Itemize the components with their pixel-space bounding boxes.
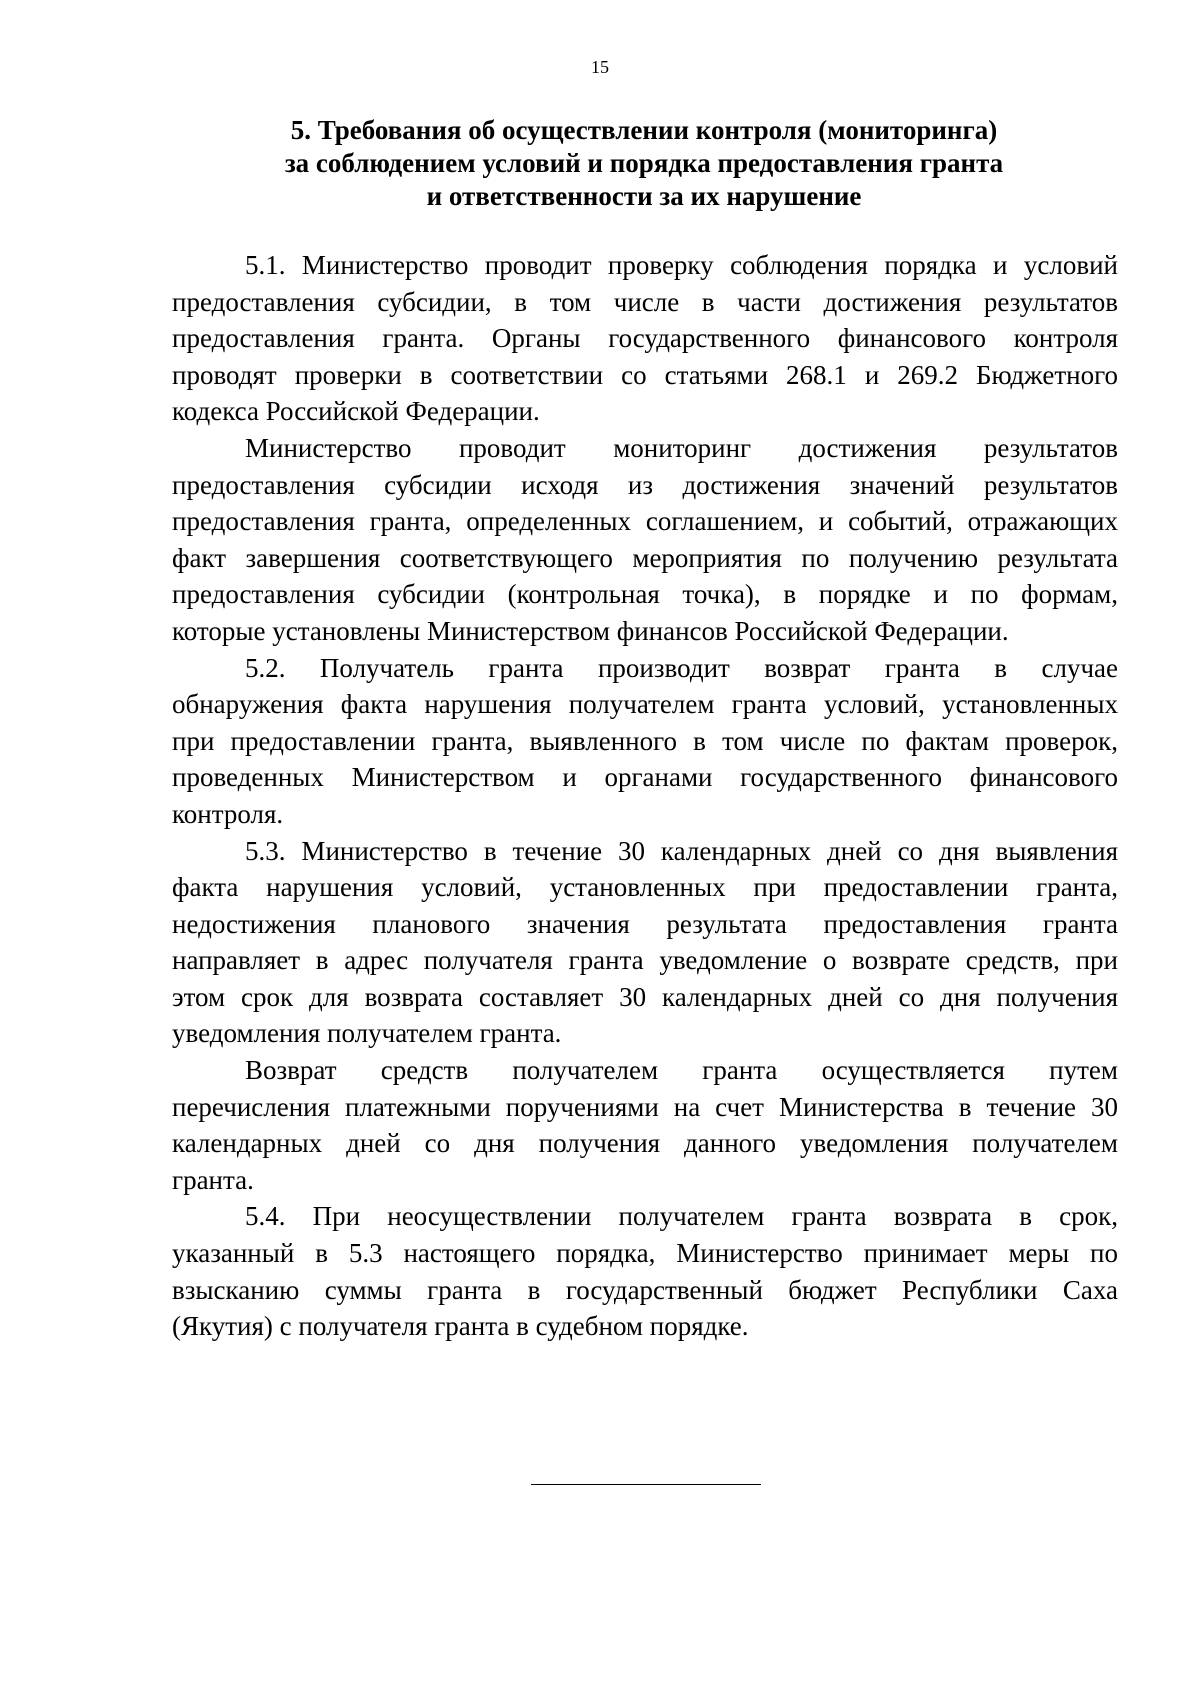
section-heading [170, 114, 1118, 213]
text-line: 5.1. Министерство проводит проверку соблюдения порядка и условий [245, 250, 1118, 280]
text-line: направляет в адрес получателя гранта уведомление о возврате средств, при [172, 945, 1118, 976]
text-line: контроля. [172, 798, 284, 829]
paragraph-5-3 [172, 833, 1118, 1053]
text-line: при предоставлении гранта, выявленного в том числе по фактам проверок, [172, 725, 1118, 756]
text-line: уведомления получателем гранта. [172, 1018, 562, 1049]
text-line: проводят проверки в соответствии со статьями 268.1 и 269.2 Бюджетного [172, 359, 1118, 390]
paragraph-5-1 [172, 247, 1118, 430]
text-line: предоставления гранта. Органы государственного финансового контроля [172, 323, 1118, 354]
text-line: этом срок для возврата составляет 30 календарных дней со дня получения [172, 981, 1118, 1012]
text-line: предоставления субсидии исходя из достижения значений результатов [172, 469, 1118, 500]
text-line: предоставления субсидии, в том числе в части достижения результатов [172, 286, 1118, 317]
text-line: указанный в 5.3 настоящего порядка, Министерство принимает меры по [172, 1238, 1118, 1269]
text-line: обнаружения факта нарушения получателем гранта условий, установленных [172, 689, 1118, 720]
text-line: (Якутия) с получателя гранта в судебном порядке. [172, 1311, 749, 1342]
paragraph-refund [172, 1052, 1118, 1198]
text-line: проведенных Министерством и органами государственного финансового [172, 762, 1118, 793]
section-heading-line: 5. Требования об осуществлении контроля (мониторинга) [290, 115, 998, 145]
text-line: Министерство проводит мониторинг достижения результатов [245, 432, 1118, 463]
section-heading-line: и ответственности за их нарушение [426, 181, 862, 211]
document-body [172, 247, 1118, 1345]
paragraph-monitoring [172, 430, 1118, 650]
text-line: Возврат средств получателем гранта осуществляется путем [245, 1055, 1118, 1086]
text-line: факта нарушения условий, установленных при предоставлении гранта, [172, 872, 1118, 903]
text-line: гранта. [172, 1164, 254, 1195]
text-line: 5.3. Министерство в течение 30 календарных дней со дня выявления [245, 835, 1118, 866]
text-line: взысканию суммы гранта в государственный бюджет Республики Саха [172, 1274, 1118, 1305]
text-line: кодекса Российской Федерации. [172, 396, 540, 427]
text-line: 5.4. При неосуществлении получателем гранта возврата в срок, [245, 1201, 1118, 1232]
page-number: 15 [591, 57, 609, 77]
text-line: календарных дней со дня получения данного уведомления получателем [172, 1128, 1118, 1159]
section-heading-line: за соблюдением условий и порядка предоставления гранта [284, 148, 1004, 178]
paragraph-5-2 [172, 650, 1118, 833]
text-line: предоставления субсидии (контрольная точка), в порядке и по формам, [172, 579, 1118, 610]
text-line: недостижения планового значения результата предоставления гранта [172, 908, 1118, 939]
text-line: 5.2. Получатель гранта производит возврат гранта в случае [245, 652, 1118, 683]
text-line: перечисления платежными поручениями на счет Министерства в течение 30 [172, 1091, 1118, 1122]
text-line: предоставления гранта, определенных соглашением, и событий, отражающих [172, 506, 1118, 537]
text-line: факт завершения соответствующего мероприятия по получению результата [172, 542, 1118, 573]
paragraph-5-4 [172, 1198, 1118, 1344]
text-line: которые установлены Министерством финансов Российской Федерации. [172, 615, 1009, 646]
end-of-document-rule [531, 1484, 761, 1485]
